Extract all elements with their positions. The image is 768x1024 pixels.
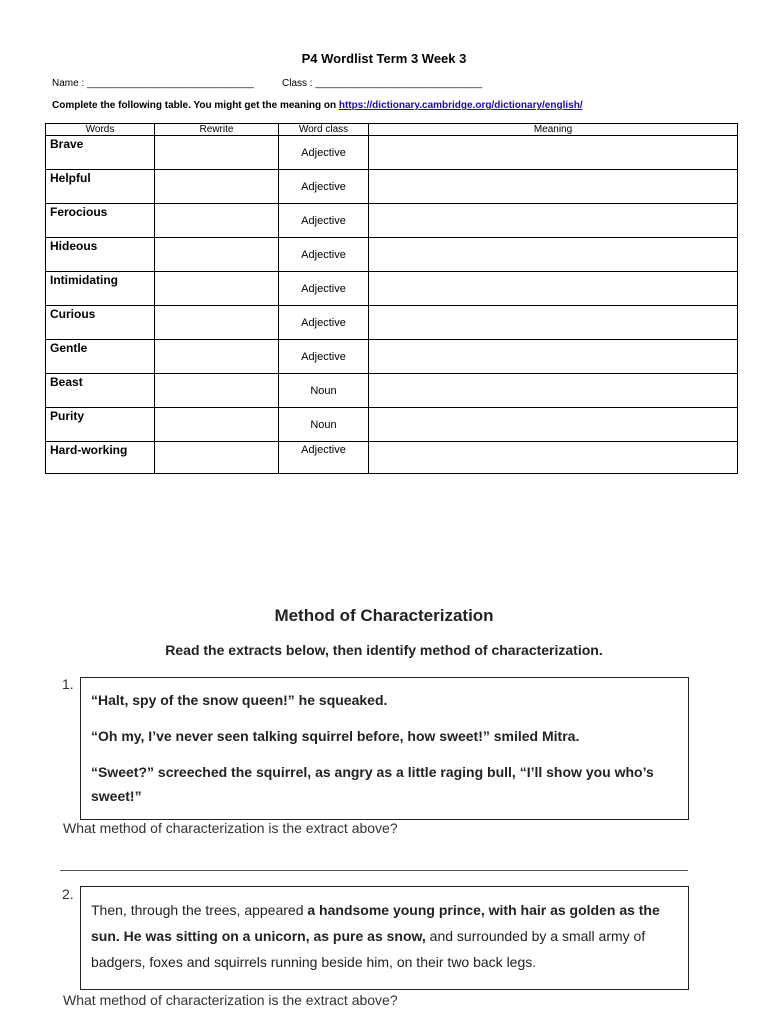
table-row	[46, 238, 738, 272]
word-class-text: Noun	[310, 384, 337, 397]
header-word-class: Word class	[279, 124, 369, 136]
rewrite-cell[interactable]	[155, 170, 279, 204]
rewrite-cell[interactable]	[155, 340, 279, 374]
word-class-cell	[279, 306, 369, 340]
table-instruction	[52, 100, 583, 111]
word-class-text: Adjective	[301, 350, 346, 363]
section-title: Method of Characterization	[274, 606, 494, 625]
meaning-cell[interactable]	[369, 442, 738, 474]
word-class-cell	[279, 408, 369, 442]
meaning-cell[interactable]	[369, 136, 738, 170]
table-header-row	[46, 124, 738, 136]
word-class-cell	[279, 238, 369, 272]
extract-1-line: “Oh my, I’ve never seen talking squirrel before, how sweet!” smiled Mitra.	[91, 728, 580, 744]
header-rewrite: Rewrite	[155, 124, 279, 136]
rewrite-cell[interactable]	[155, 442, 279, 474]
word-class-text: Adjective	[301, 248, 346, 261]
rewrite-cell[interactable]	[155, 272, 279, 306]
word-class-cell	[279, 272, 369, 306]
section-instruction: Read the extracts below, then identify method of characterization.	[165, 642, 603, 658]
extract-2-question: What method of characterization is the extract above?	[63, 992, 398, 1008]
word-class-text: Adjective	[301, 146, 346, 159]
word-cell: Purity	[46, 408, 155, 442]
rewrite-cell[interactable]	[155, 238, 279, 272]
extract-1-box	[80, 677, 689, 820]
table-row	[46, 340, 738, 374]
word-cell: Beast	[46, 374, 155, 408]
rewrite-cell[interactable]	[155, 306, 279, 340]
word-class-text: Noun	[310, 418, 337, 431]
table-row	[46, 136, 738, 170]
word-class-cell	[279, 204, 369, 238]
word-cell: Ferocious	[46, 204, 155, 238]
class-field-label: Class : ______________________________	[282, 78, 483, 89]
name-field-label: Name : ______________________________	[52, 78, 254, 89]
table-row	[46, 374, 738, 408]
dictionary-link[interactable]: https://dictionary.cambridge.org/dictionary/english/	[338, 100, 583, 111]
extract-2-text-c: and surrounded by a small army of badgers, foxes and squirrels running beside him, on their two back legs.	[91, 928, 646, 970]
page-title: P4 Wordlist Term 3 Week 3	[301, 51, 467, 66]
instruction-text: Complete the following table. You might get the meaning on	[52, 100, 339, 111]
word-class-cell	[279, 340, 369, 374]
meaning-cell[interactable]	[369, 238, 738, 272]
word-cell: Gentle	[46, 340, 155, 374]
word-class-cell	[279, 442, 369, 474]
extract-1-question: What method of characterization is the extract above?	[63, 820, 398, 836]
table-row	[46, 306, 738, 340]
meaning-cell[interactable]	[369, 306, 738, 340]
extract-2-text-bold: a handsome young prince, with hair as golden as the sun. He was sitting on a unicorn, as pure as snow,	[91, 902, 660, 944]
extract-2-number: 2.	[62, 886, 74, 902]
word-cell: Hideous	[46, 238, 155, 272]
table-row	[46, 272, 738, 306]
word-class-text: Adjective	[301, 180, 346, 193]
extract-1-line: “Halt, spy of the snow queen!” he squeaked.	[91, 692, 388, 708]
table-row	[46, 442, 738, 474]
meaning-cell[interactable]	[369, 340, 738, 374]
word-class-text: Adjective	[301, 282, 346, 295]
table-row	[46, 170, 738, 204]
rewrite-cell[interactable]	[155, 408, 279, 442]
word-cell: Brave	[46, 136, 155, 170]
header-meaning: Meaning	[369, 124, 738, 136]
word-class-text: Adjective	[301, 444, 346, 456]
word-class-cell	[279, 374, 369, 408]
meaning-cell[interactable]	[369, 374, 738, 408]
meaning-cell[interactable]	[369, 408, 738, 442]
word-class-text: Adjective	[301, 316, 346, 329]
extract-2-text-a: Then, through the trees, appeared	[91, 902, 308, 918]
extract-1-line: “Sweet?” screeched the squirrel, as angry as a little raging bull, “I’ll show you who’s sweet!”	[91, 764, 654, 804]
meaning-cell[interactable]	[369, 170, 738, 204]
meaning-cell[interactable]	[369, 272, 738, 306]
word-cell: Hard-working	[46, 442, 155, 474]
rewrite-cell[interactable]	[155, 204, 279, 238]
answer-line[interactable]	[60, 870, 688, 871]
extract-2-box	[80, 886, 689, 990]
word-class-text: Adjective	[301, 214, 346, 227]
word-cell: Helpful	[46, 170, 155, 204]
word-class-cell	[279, 170, 369, 204]
rewrite-cell[interactable]	[155, 374, 279, 408]
header-words: Words	[46, 124, 155, 136]
word-cell: Curious	[46, 306, 155, 340]
table-row	[46, 408, 738, 442]
wordlist-table	[45, 123, 738, 474]
rewrite-cell[interactable]	[155, 136, 279, 170]
extract-1-number: 1.	[62, 676, 74, 692]
word-cell: Intimidating	[46, 272, 155, 306]
table-row	[46, 204, 738, 238]
meaning-cell[interactable]	[369, 204, 738, 238]
word-class-cell	[279, 136, 369, 170]
